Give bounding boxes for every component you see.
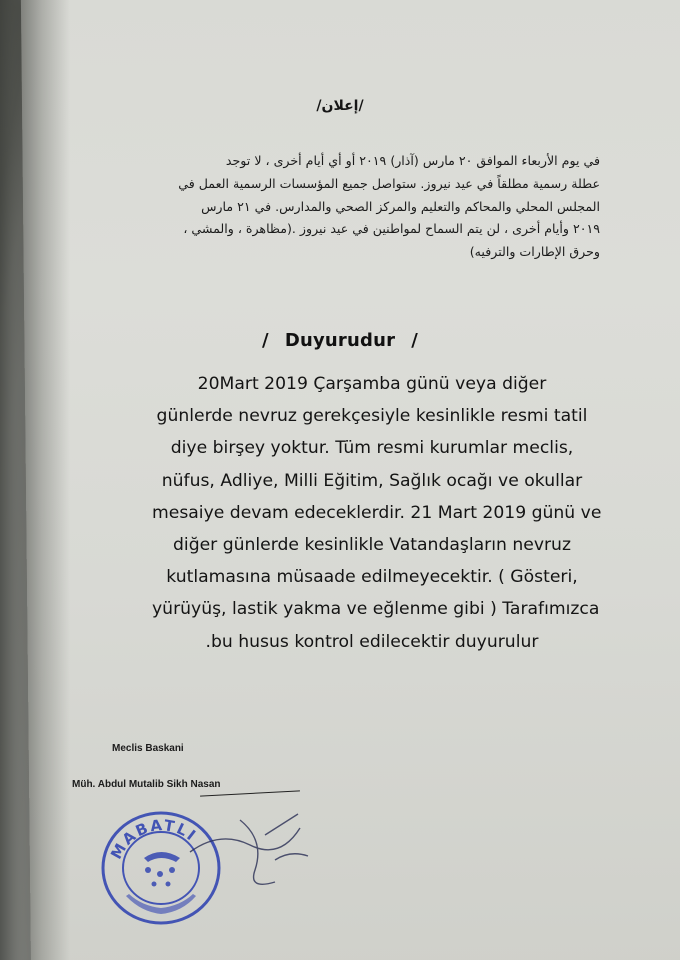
- arabic-line: المجلس المحلي والمحاكم والتعليم والمركز الصحي والمدارس. في ٢١ مارس: [201, 198, 600, 214]
- signatory-name: Müh. Abdul Mutalib Sikh Nasan: [72, 779, 221, 790]
- turkish-line: 20Mart 2019 Çarşamba günü veya diğer: [197, 374, 547, 394]
- turkish-title: [0, 330, 680, 351]
- turkish-line: kutlamasına müsaade edilmeyecektir. ( Gösteri,: [166, 567, 578, 588]
- arabic-line: في يوم الأربعاء الموافق ٢٠ مارس (آذار) ٢٠١٩ أو أي أيام أخرى ، لا توجد: [225, 153, 600, 168]
- arabic-line: ٢٠١٩ وأيام أخرى ، لن يتم السماح لمواطنين في عيد نيروز .(مظاهرة ، والمشي ،: [183, 221, 600, 237]
- turkish-line: günlerde nevruz gerekçesiyle kesinlikle resmi tatil: [156, 406, 588, 427]
- turkish-line: nüfus, Adliye, Milli Eğitim, Sağlık ocağı ve okullar: [161, 470, 583, 491]
- handwritten-signature: [180, 790, 330, 910]
- arabic-line: وحرق الإطارات والترفيه): [469, 244, 600, 260]
- stamp-text: MABATLI: [107, 816, 201, 863]
- turkish-line: diye birşey yoktur. Tüm resmi kurumlar meclis,: [170, 438, 574, 459]
- title-slash-right: /: [411, 330, 418, 351]
- turkish-line: yürüyüş, lastik yakma ve eğlenme gibi ) Tarafımızca: [152, 599, 600, 620]
- turkish-line: diğer günlerde kesinlikle Vatandaşların nevruz: [173, 535, 571, 556]
- arabic-line: عطلة رسمية مطلقاً في عيد نيروز. ستواصل جميع المؤسسات الرسمية العمل في: [178, 175, 600, 191]
- turkish-body: [152, 368, 602, 658]
- title-slash-left: /: [262, 330, 269, 351]
- arabic-body: [100, 150, 600, 264]
- turkish-line: .bu husus kontrol edilecektir duyurulur: [205, 631, 539, 652]
- turkish-line: mesaiye devam edeceklerdir. 21 Mart 2019 günü ve: [152, 502, 602, 523]
- arabic-title: /إعلان/: [316, 98, 364, 114]
- title-text: Duyurudur: [284, 330, 396, 351]
- signatory-title: Meclis Baskani: [112, 743, 184, 754]
